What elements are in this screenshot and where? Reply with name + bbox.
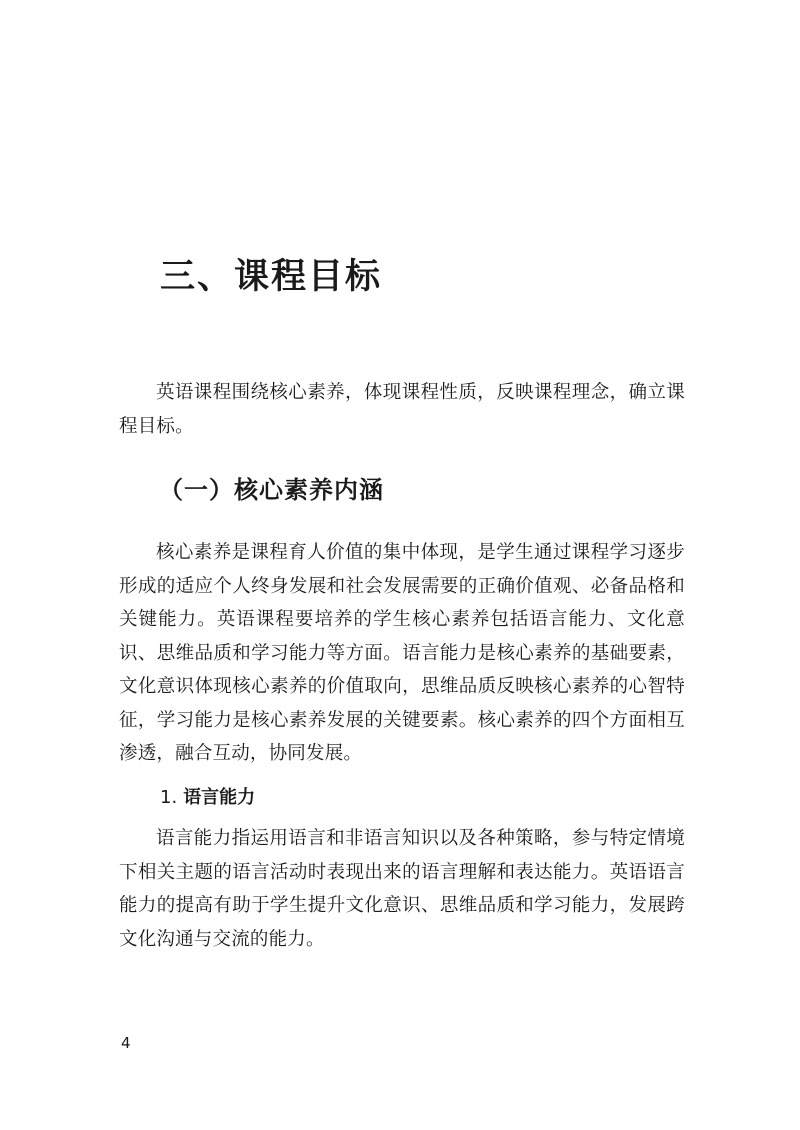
page-number: 4 [121,1034,131,1052]
language-ability-paragraph: 语言能力指运用语言和非语言知识以及各种策略，参与特定情境下相关主题的语言活动时表现出来的语言理解和表达能力。英语语言能力的提高有助于学生提升文化意识、思维品质和学习能力，发展跨文化沟通与交流的能力。 [119,828,685,950]
subsection-number: 1. [160,787,178,808]
subsection-heading [160,783,255,813]
core-literacy-paragraph: 核心素养是课程育人价值的集中体现，是学生通过课程学习逐步形成的适应个人终身发展和社会发展需要的正确价值观、必备品格和关键能力。英语课程要培养的学生核心素养包括语言能力、文化意识、思维品质和学习能力等方面。语言能力是核心素养的基础要素，文化意识体现核心素养的价值取向，思维品质反映核心素养的心智特征，学习能力是核心素养发展的关键要素。核心素养的四个方面相互渗透，融合互动，协同发展。 [119,542,685,764]
section-title: （一）核心素养内涵 [159,476,384,504]
subsection-title: 语言能力 [183,787,256,808]
chapter-intro-paragraph: 英语课程围绕核心素养，体现课程性质，反映课程理念，确立课程目标。 [119,382,685,437]
chapter-title: 三、课程目标 [160,257,383,297]
